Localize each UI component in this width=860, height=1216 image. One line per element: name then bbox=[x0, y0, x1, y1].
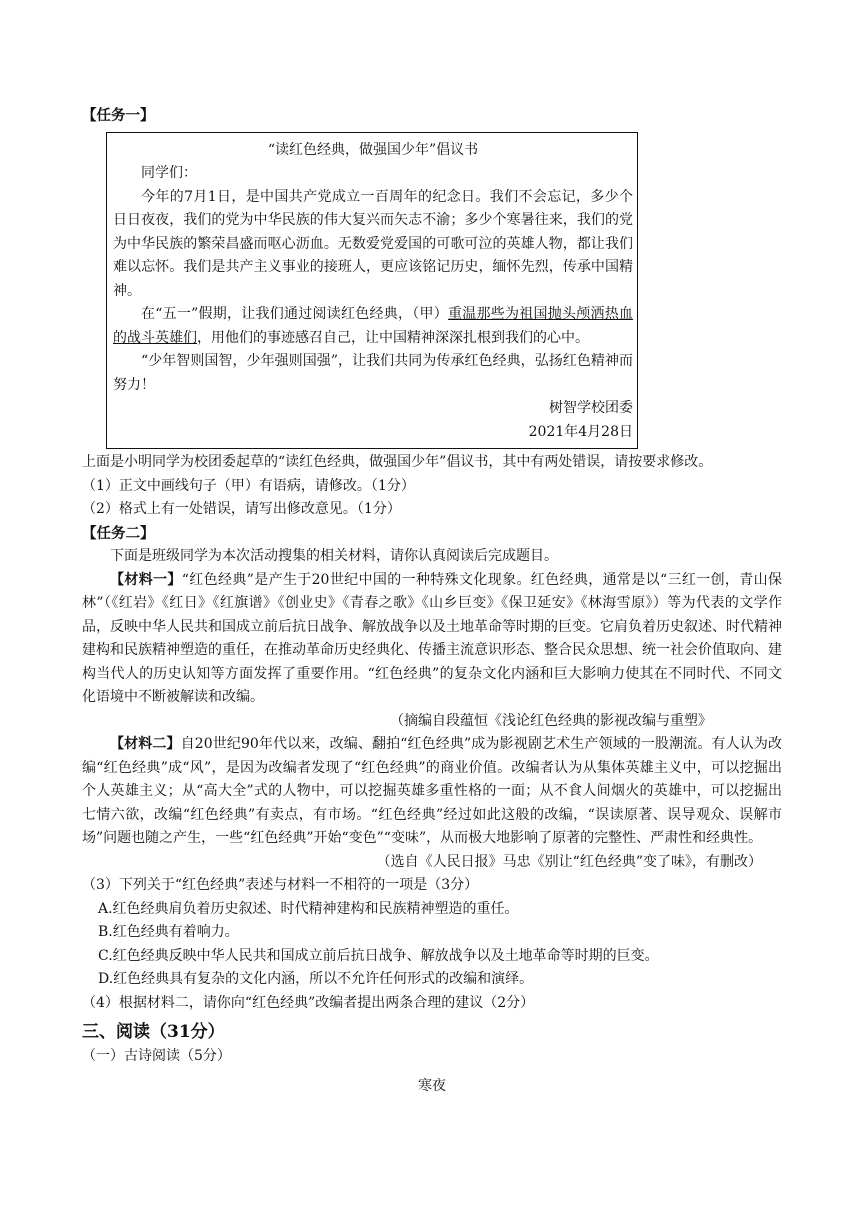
task2-header: 【任务二】 bbox=[82, 524, 155, 542]
proposal-title: “读红色经典，做强国少年”倡议书 bbox=[267, 141, 479, 158]
material-2-source: （选自《人民日报》马忠《别让“红色经典”变了味》，有删改） bbox=[376, 853, 762, 870]
section-3-title: 三、阅读（31分） bbox=[82, 1022, 225, 1042]
task2-intro: 下面是班级同学为本次活动搜集的相关材料，请你认真阅读后完成题目。 bbox=[110, 548, 558, 564]
material-1-source: （摘编自段蕴恒《浅论红色经典的影视改编与重塑》 bbox=[390, 712, 712, 729]
question-3: （3）下列关于“红色经典”表述与材料一不相符的一项是（3分） bbox=[82, 877, 479, 893]
proposal-box bbox=[106, 132, 638, 450]
q3-option-d: D.红色经典具有复杂的文化内涵，所以不允许任何形式的改编和演绎。 bbox=[98, 971, 534, 987]
material-1-text: “红色经典”是产生于20世纪中国的一种特殊文化现象。红色经典，通常是以“三红一创，青山保林”（《红岩》《红日》《红旗谱》《创业史》《青春之歌》《山乡巨变》《保卫延安》《林海雪原》）等为代表的文学作品，反映中华人民共和国成立前后抗日战争、解放战争以及土地革命等时期的巨变。它肩负着历史叙述、时代精神建构和民族精神塑造的重任，在推动革命历史经典化、传播主流意识形态、整合民众思想、统一社会价值取向、建构当代人的历史认知等方面发挥了重要作用。“红色经典”的复杂文化内涵和巨大影响力使其在不同时代、不同文化语境中不断被解读和改编。 bbox=[82, 571, 782, 705]
proposal-paragraph-2 bbox=[113, 303, 633, 350]
exam-page bbox=[82, 104, 782, 1098]
proposal-paragraph-3: “少年智则国智，少年强则国强”，让我们共同为传承红色经典，弘扬红色精神而努力！ bbox=[113, 353, 633, 393]
poem-title: 寒夜 bbox=[418, 1077, 446, 1094]
underlined-sentence-jia: 重温那些为祖国抛头颅洒热血的战斗英雄们 bbox=[113, 306, 633, 346]
question-1: （1）正文中画线句子（甲）有语病，请修改。（1分） bbox=[82, 477, 415, 494]
q3-option-b: B.红色经典有着响力。 bbox=[98, 924, 239, 940]
q3-option-c: C.红色经典反映中华人民共和国成立前后抗日战争、解放战争以及土地革命等时期的巨变。 bbox=[98, 947, 659, 964]
proposal-date: 2021年4月28日 bbox=[528, 423, 633, 440]
task1-intro: 上面是小明同学为校团委起草的“读红色经典，做强国少年”倡议书，其中有两处错误，请按要求修改。 bbox=[82, 454, 713, 470]
paragraph-2-lead: 在“五一”假期，让我们通过阅读红色经典，（甲） bbox=[141, 306, 449, 322]
material-2-label: 【材料二】 bbox=[110, 736, 181, 752]
material-1-label: 【材料一】 bbox=[110, 571, 182, 588]
question-2: （2）格式上有一处错误，请写出修改意见。（1分） bbox=[82, 501, 401, 517]
proposal-paragraph-1: 今年的7月1日，是中国共产党成立一百周年的纪念日。我们不会忘记，多少个日日夜夜，我们的党为中华民族的伟大复兴而矢志不渝；多少个寒暑往来，我们的党为中华民族的繁荣昌盛而呕心沥血。无数爱党爱国的可歌可泣的英雄人物，都让我们难以忘怀。我们是共产主义事业的接班人，更应该铭记历史，缅怀先烈，传承中国精神。 bbox=[113, 188, 633, 299]
task1-header: 【任务一】 bbox=[82, 107, 155, 124]
material-2 bbox=[82, 733, 782, 851]
material-1 bbox=[82, 569, 782, 710]
material-2-text: 自20世纪90年代以来，改编、翻拍“红色经典”成为影视剧艺术生产领域的一股潮流。有人认为改编“红色经典”成“风”，是因为改编者发现了“红色经典”的商业价值。改编者认为从集体英雄主义中，可以挖掘出个人英雄主义；从“高大全”式的人物中，可以挖掘英雄多重性格的一面；从不食人间烟火的英雄中，可以挖掘出七情六欲，改编“红色经典”有卖点，有市场。“红色经典”经过如此这般的改编，“误读原著、误导观众、误解市场”问题也随之产生，一些“红色经典”开始“变色”“变味”，从而极大地影响了原著的完整性、严肃性和经典性。 bbox=[82, 736, 783, 846]
proposal-signature: 树智学校团委 bbox=[549, 400, 633, 416]
question-4: （4）根据材料二，请你向“红色经典”改编者提出两条合理的建议（2分） bbox=[82, 994, 535, 1011]
q3-option-a: A.红色经典肩负着历史叙述、时代精神建构和民族精神塑造的重任。 bbox=[98, 900, 519, 917]
proposal-greeting: 同学们： bbox=[141, 165, 197, 181]
section-3-subtitle: （一）古诗阅读（5分） bbox=[82, 1048, 231, 1064]
paragraph-2-tail: ，用他们的事迹感召自己，让中国精神深深扎根到我们的心中。 bbox=[197, 329, 589, 346]
